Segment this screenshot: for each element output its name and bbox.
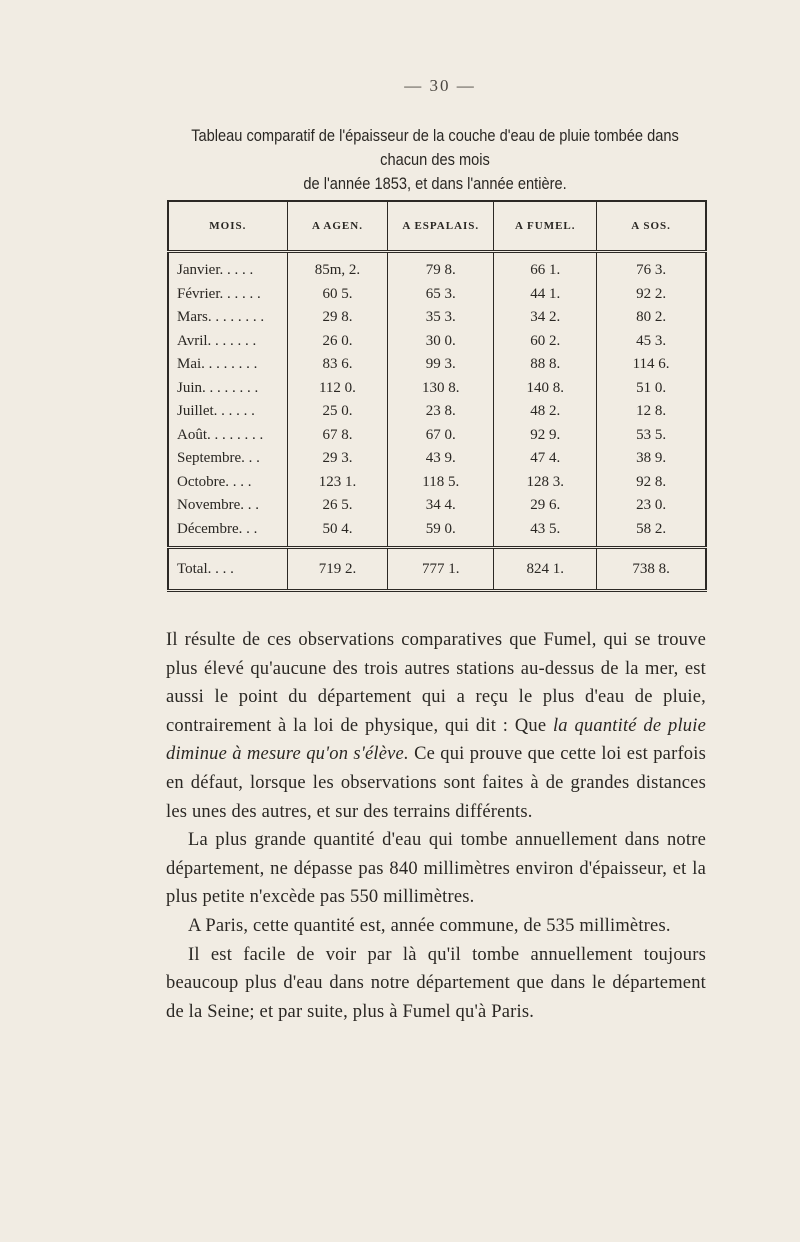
table-row [168,518,706,548]
month-cell: Mai. . . . . . . . [177,356,258,373]
espalais-cell: 65 3. [388,283,494,307]
agen-cell: 26 0. [287,330,388,354]
body-text [166,626,706,1026]
fumel-cell: 48 2. [494,400,597,424]
table-caption [190,124,680,196]
month-cell: Juin. . . . . . . . [177,379,259,396]
table-row [168,353,706,377]
month-cell: Juillet. . . . . . [177,403,255,420]
sos-cell: 23 0. [597,494,706,518]
page-number: — 30 — [404,76,476,95]
espalais-cell: 59 0. [388,518,494,548]
sos-cell: 12 8. [597,400,706,424]
fumel-cell: 43 5. [494,518,597,548]
table-row [168,494,706,518]
table-header-row [168,201,706,252]
fumel-cell: 44 1. [494,283,597,307]
table-row [168,377,706,401]
paragraph-2: La plus grande quantité d'eau qui tombe annuellement dans notre département, ne dépasse pas 840 millimètres environ d'épaisseur, et la plus petite n'excède pas 550 millimètres. [166,830,706,908]
month-cell: Octobre. . . . [177,473,252,490]
agen-cell: 83 6. [287,353,388,377]
fumel-cell: 66 1. [494,252,597,283]
total-agen: 719 2. [287,548,388,591]
table-row [168,306,706,330]
table-row [168,400,706,424]
header-agen: A AGEN. [287,201,388,252]
agen-cell: 112 0. [287,377,388,401]
fumel-cell: 140 8. [494,377,597,401]
sos-cell: 45 3. [597,330,706,354]
espalais-cell: 35 3. [388,306,494,330]
paragraph-4: Il est facile de voir par là qu'il tombe annuellement toujours beaucoup plus d'eau dans notre département que dans le département de la Seine; et par suite, plus à Fumel qu'à Paris. [166,944,706,1022]
month-cell: Septembre. . . [177,450,260,467]
month-cell: Avril. . . . . . . [177,332,257,349]
sos-cell: 80 2. [597,306,706,330]
header-fumel: A FUMEL. [494,201,597,252]
espalais-cell: 30 0. [388,330,494,354]
agen-cell: 60 5. [287,283,388,307]
agen-cell: 85m, 2. [287,252,388,283]
sos-cell: 51 0. [597,377,706,401]
espalais-cell: 130 8. [388,377,494,401]
fumel-cell: 92 9. [494,424,597,448]
sos-cell: 114 6. [597,353,706,377]
agen-cell: 50 4. [287,518,388,548]
espalais-cell: 67 0. [388,424,494,448]
rainfall-table [167,200,707,592]
fumel-cell: 128 3. [494,471,597,495]
espalais-cell: 43 9. [388,447,494,471]
sos-cell: 76 3. [597,252,706,283]
total-espalais: 777 1. [388,548,494,591]
caption-line-2: de l'année 1853, et dans l'année entière. [303,174,567,193]
fumel-cell: 88 8. [494,353,597,377]
paragraph-3: A Paris, cette quantité est, année commune, de 535 millimètres. [188,915,671,936]
month-cell: Novembre. . . [177,497,260,514]
espalais-cell: 34 4. [388,494,494,518]
sos-cell: 92 2. [597,283,706,307]
total-fumel: 824 1. [494,548,597,591]
agen-cell: 123 1. [287,471,388,495]
month-cell: Février. . . . . . [177,285,261,302]
table-row [168,252,706,283]
espalais-cell: 118 5. [388,471,494,495]
sos-cell: 38 9. [597,447,706,471]
table-row [168,330,706,354]
sos-cell: 58 2. [597,518,706,548]
month-cell: Janvier. . . . . [177,262,254,279]
total-row [168,548,706,591]
sos-cell: 53 5. [597,424,706,448]
paragraph-1-end: Ce qui prouve que cette loi est parfois en défaut, lorsque les observations sont faites à de grandes distances les unes des autres, et sur des terrains différents. [166,744,706,822]
table-row [168,447,706,471]
fumel-cell: 47 4. [494,447,597,471]
table-row [168,471,706,495]
month-cell: Mars. . . . . . . . [177,309,265,326]
agen-cell: 26 5. [287,494,388,518]
espalais-cell: 23 8. [388,400,494,424]
agen-cell: 29 3. [287,447,388,471]
fumel-cell: 34 2. [494,306,597,330]
header-espalais: A ESPALAIS. [388,201,494,252]
espalais-cell: 99 3. [388,353,494,377]
month-cell: Décembre. . . [177,520,258,537]
total-label: Total. . . . [168,548,287,591]
espalais-cell: 79 8. [388,252,494,283]
total-sos: 738 8. [597,548,706,591]
table-row [168,424,706,448]
paragraph-1-italic: la quantité de pluie diminue à mesure qu'on s'élève. [166,715,706,765]
fumel-cell: 29 6. [494,494,597,518]
fumel-cell: 60 2. [494,330,597,354]
agen-cell: 25 0. [287,400,388,424]
month-cell: Août. . . . . . . . [177,426,264,443]
paragraph-1 [166,626,706,826]
agen-cell: 67 8. [287,424,388,448]
header-sos: A SOS. [597,201,706,252]
caption-line-1: Tableau comparatif de l'épaisseur de la couche d'eau de pluie tombée dans chacun des mois [191,126,679,169]
sos-cell: 92 8. [597,471,706,495]
paragraph-1-start: Il résulte de ces observations comparatives que Fumel, qui se trouve plus élevé qu'aucune des trois autres stations au-dessus de la mer, est aussi le point du département qui a reçu le plus d'eau de pluie, contrairement à la loi de physique, qui dit : Que [166,630,706,736]
header-mois: MOIS. [168,201,287,252]
agen-cell: 29 8. [287,306,388,330]
table-row [168,283,706,307]
